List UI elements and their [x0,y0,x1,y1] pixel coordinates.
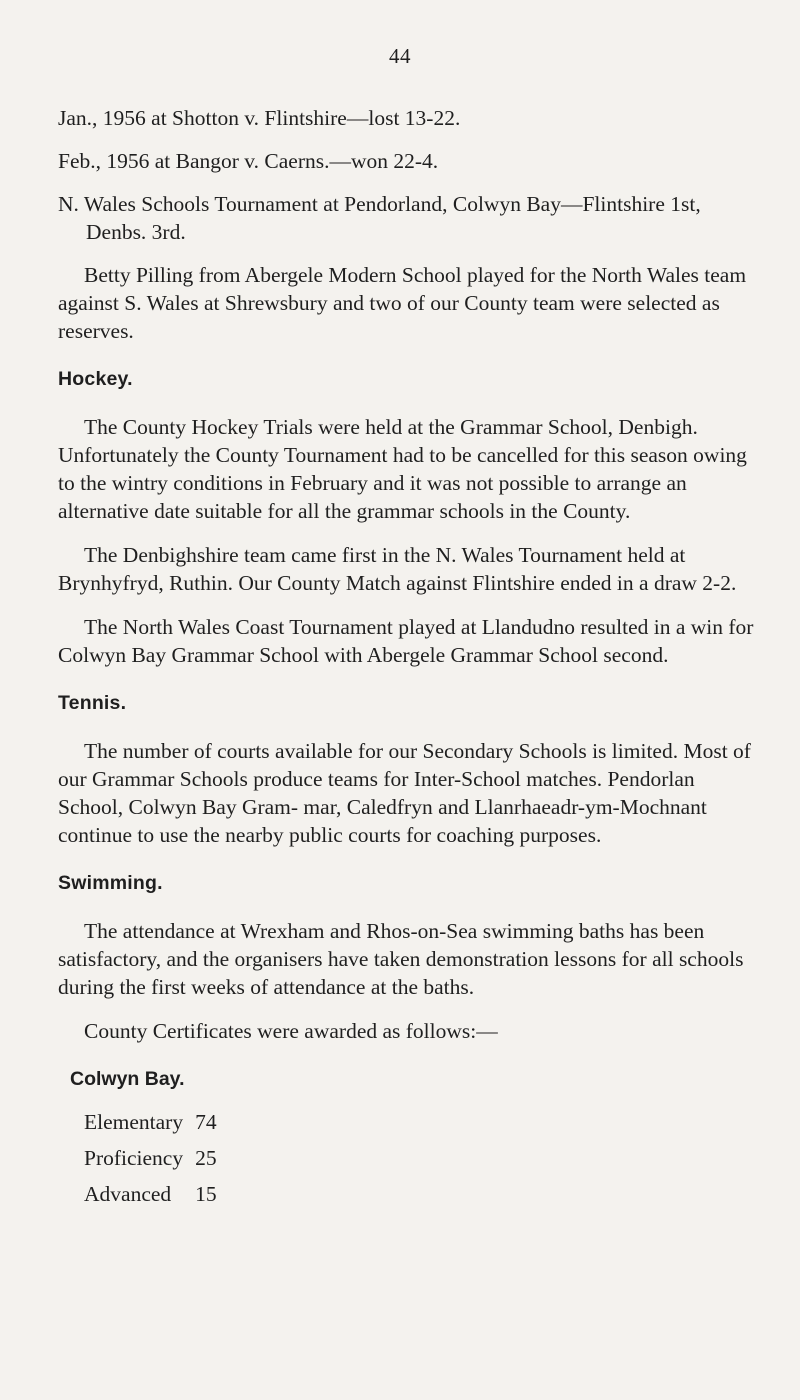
certificate-label: Proficiency [84,1146,184,1170]
certificate-count: 25 [195,1146,217,1170]
certificate-count: 74 [195,1110,217,1134]
certificates-table [84,1107,217,1215]
certificate-label: Advanced [84,1182,172,1206]
result-entry: N. Wales Schools Tournament at Pendorland, Colwyn Bay—Flintshire 1st, Denbs. 3rd. [58,192,701,244]
hockey-paragraph: The North Wales Coast Tournament played at Llandudno resulted in a win for Colwyn Bay Grammar School with Abergele Grammar School second. [58,615,754,667]
swimming-heading: Swimming. [58,872,163,894]
certificate-label: Elementary [84,1110,184,1134]
netball-note: Betty Pilling from Abergele Modern School played for the North Wales team against S. Wales at Shrewsbury and two of our County team were selected as reserves. [58,263,747,343]
result-entry: Feb., 1956 at Bangor v. Caerns.—won 22-4. [58,149,439,173]
hockey-paragraph: The County Hockey Trials were held at the Grammar School, Denbigh. Unfortunately the County Tournament had to be cancelled for this season owing to the wintry conditions in February and it was not possible to arrange an alternative date suitable for all the grammar schools in the County. [58,415,747,523]
hockey-paragraph: The Denbighshire team came first in the N. Wales Tournament held at Brynhyfryd, Ruthin. Our County Match against Flintshire ended in a draw 2-2. [58,543,737,595]
certificate-row [84,1143,217,1179]
result-entry: Jan., 1956 at Shotton v. Flintshire—lost 13-22. [58,106,461,130]
hockey-heading: Hockey. [58,368,133,390]
page-content [58,104,758,1215]
swimming-paragraph: The attendance at Wrexham and Rhos-on-Sea swimming baths has been satisfactory, and the organisers have taken demonstration lessons for all schools during the first weeks of attendance at the baths. [58,919,744,999]
location-heading: Colwyn Bay. [70,1068,185,1090]
certificates-intro: County Certificates were awarded as follows:— [84,1019,498,1043]
page-number: 44 [389,44,411,68]
certificate-row [84,1179,217,1215]
certificate-row [84,1107,217,1143]
certificate-count: 15 [195,1182,217,1206]
tennis-paragraph: The number of courts available for our Secondary Schools is limited. Most of our Grammar Schools produce teams for Inter-School matches. Pendorlan School, Colwyn Bay Gram- mar, Caledfryn and Llanrhaeadr-ym-Mochnant continue to use the nearby public courts for coaching purposes. [58,739,751,847]
tennis-heading: Tennis. [58,692,127,714]
